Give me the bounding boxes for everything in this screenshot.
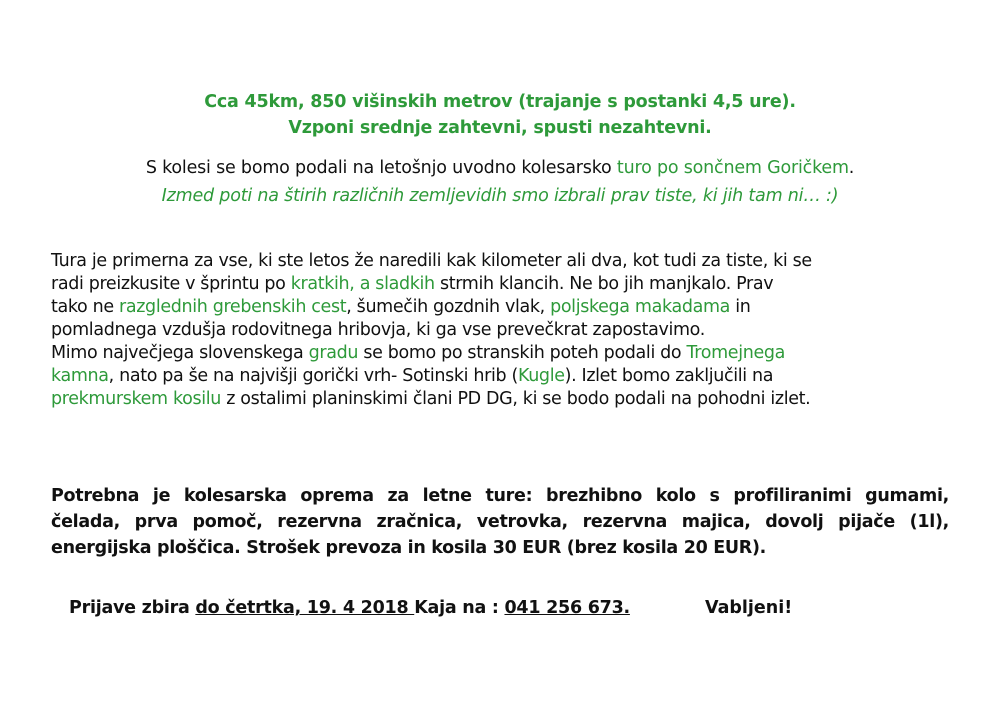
text: , šumečih gozdnih vlak, (346, 297, 551, 317)
highlight: poljskega makadama (550, 297, 731, 317)
description-line (51, 388, 951, 411)
text: in (730, 297, 751, 317)
highlight: Kugle (517, 366, 565, 386)
text: Mimo največjega slovenskega (51, 343, 309, 363)
highlight: kamna (51, 366, 109, 386)
description-paragraph (51, 250, 951, 411)
signup-contact-label: Kaja na : (414, 598, 505, 618)
header-line-2: Vzponi srednje zahtevni, spusti nezahtevni. (288, 118, 712, 138)
intro-highlight: turo po sončnem Goričkem (616, 158, 849, 178)
highlight: Tromejnega (686, 343, 786, 363)
requirements-paragraph (51, 483, 949, 561)
subtitle: Izmed poti na štirih različnih zemljevidih smo izbrali prav tiste, ki jih tam ni… :) (161, 186, 839, 206)
text: z ostalimi planinskimi člani PD DG, ki se bodo podali na pohodni izlet. (221, 389, 811, 409)
highlight: kratkih, a sladkih (290, 274, 435, 294)
requirements-line: Potrebna je kolesarska oprema za letne ture: brezhibno kolo s profiliranimi gumami, (51, 486, 949, 506)
description-line (51, 296, 951, 319)
intro-end: . (848, 158, 855, 178)
text: tako ne (51, 297, 119, 317)
highlight: prekmurskem kosilu (51, 389, 222, 409)
description-line: Tura je primerna za vse, ki ste letos že naredili kak kilometer ali dva, kot tudi za tiste, ki se (51, 251, 812, 271)
description-line (51, 342, 951, 365)
signup-deadline: do četrtka, 19. 4 2018 (195, 598, 415, 618)
text: , nato pa še na najvišji gorički vrh- Sotinski hrib ( (108, 366, 518, 386)
requirements-line: čelada, prva pomoč, rezervna zračnica, vetrovka, rezervna majica, dovolj pijače (1l), (51, 512, 949, 532)
highlight: gradu (308, 343, 359, 363)
intro-text: S kolesi se bomo podali na letošnjo uvodno kolesarsko (145, 158, 617, 178)
text: strmih klancih. Ne bo jih manjkalo. Prav (434, 274, 774, 294)
text: ). Izlet bomo zaključili na (564, 366, 774, 386)
intro-line (0, 158, 1000, 178)
text: radi preizkusite v šprintu po (51, 274, 291, 294)
description-line: pomladnega vzdušja rodovitnega hribovja, ki ga vse prevečkrat zapostavimo. (51, 320, 705, 340)
description-line (51, 273, 951, 296)
requirements-line: energijska ploščica. Strošek prevoza in kosila 30 EUR (brez kosila 20 EUR). (51, 538, 767, 558)
text: se bomo po stranskih poteh podali do (358, 343, 687, 363)
description-line (51, 365, 951, 388)
signup-prefix: Prijave zbira (69, 598, 196, 618)
signup-phone[interactable]: 041 256 673. (504, 598, 630, 618)
highlight: razglednih grebenskih cest (119, 297, 347, 317)
closing-text: Vabljeni! (705, 598, 793, 618)
header-line-1: Cca 45km, 850 višinskih metrov (trajanje s postanki 4,5 ure). (204, 92, 796, 112)
signup-line (69, 598, 630, 618)
